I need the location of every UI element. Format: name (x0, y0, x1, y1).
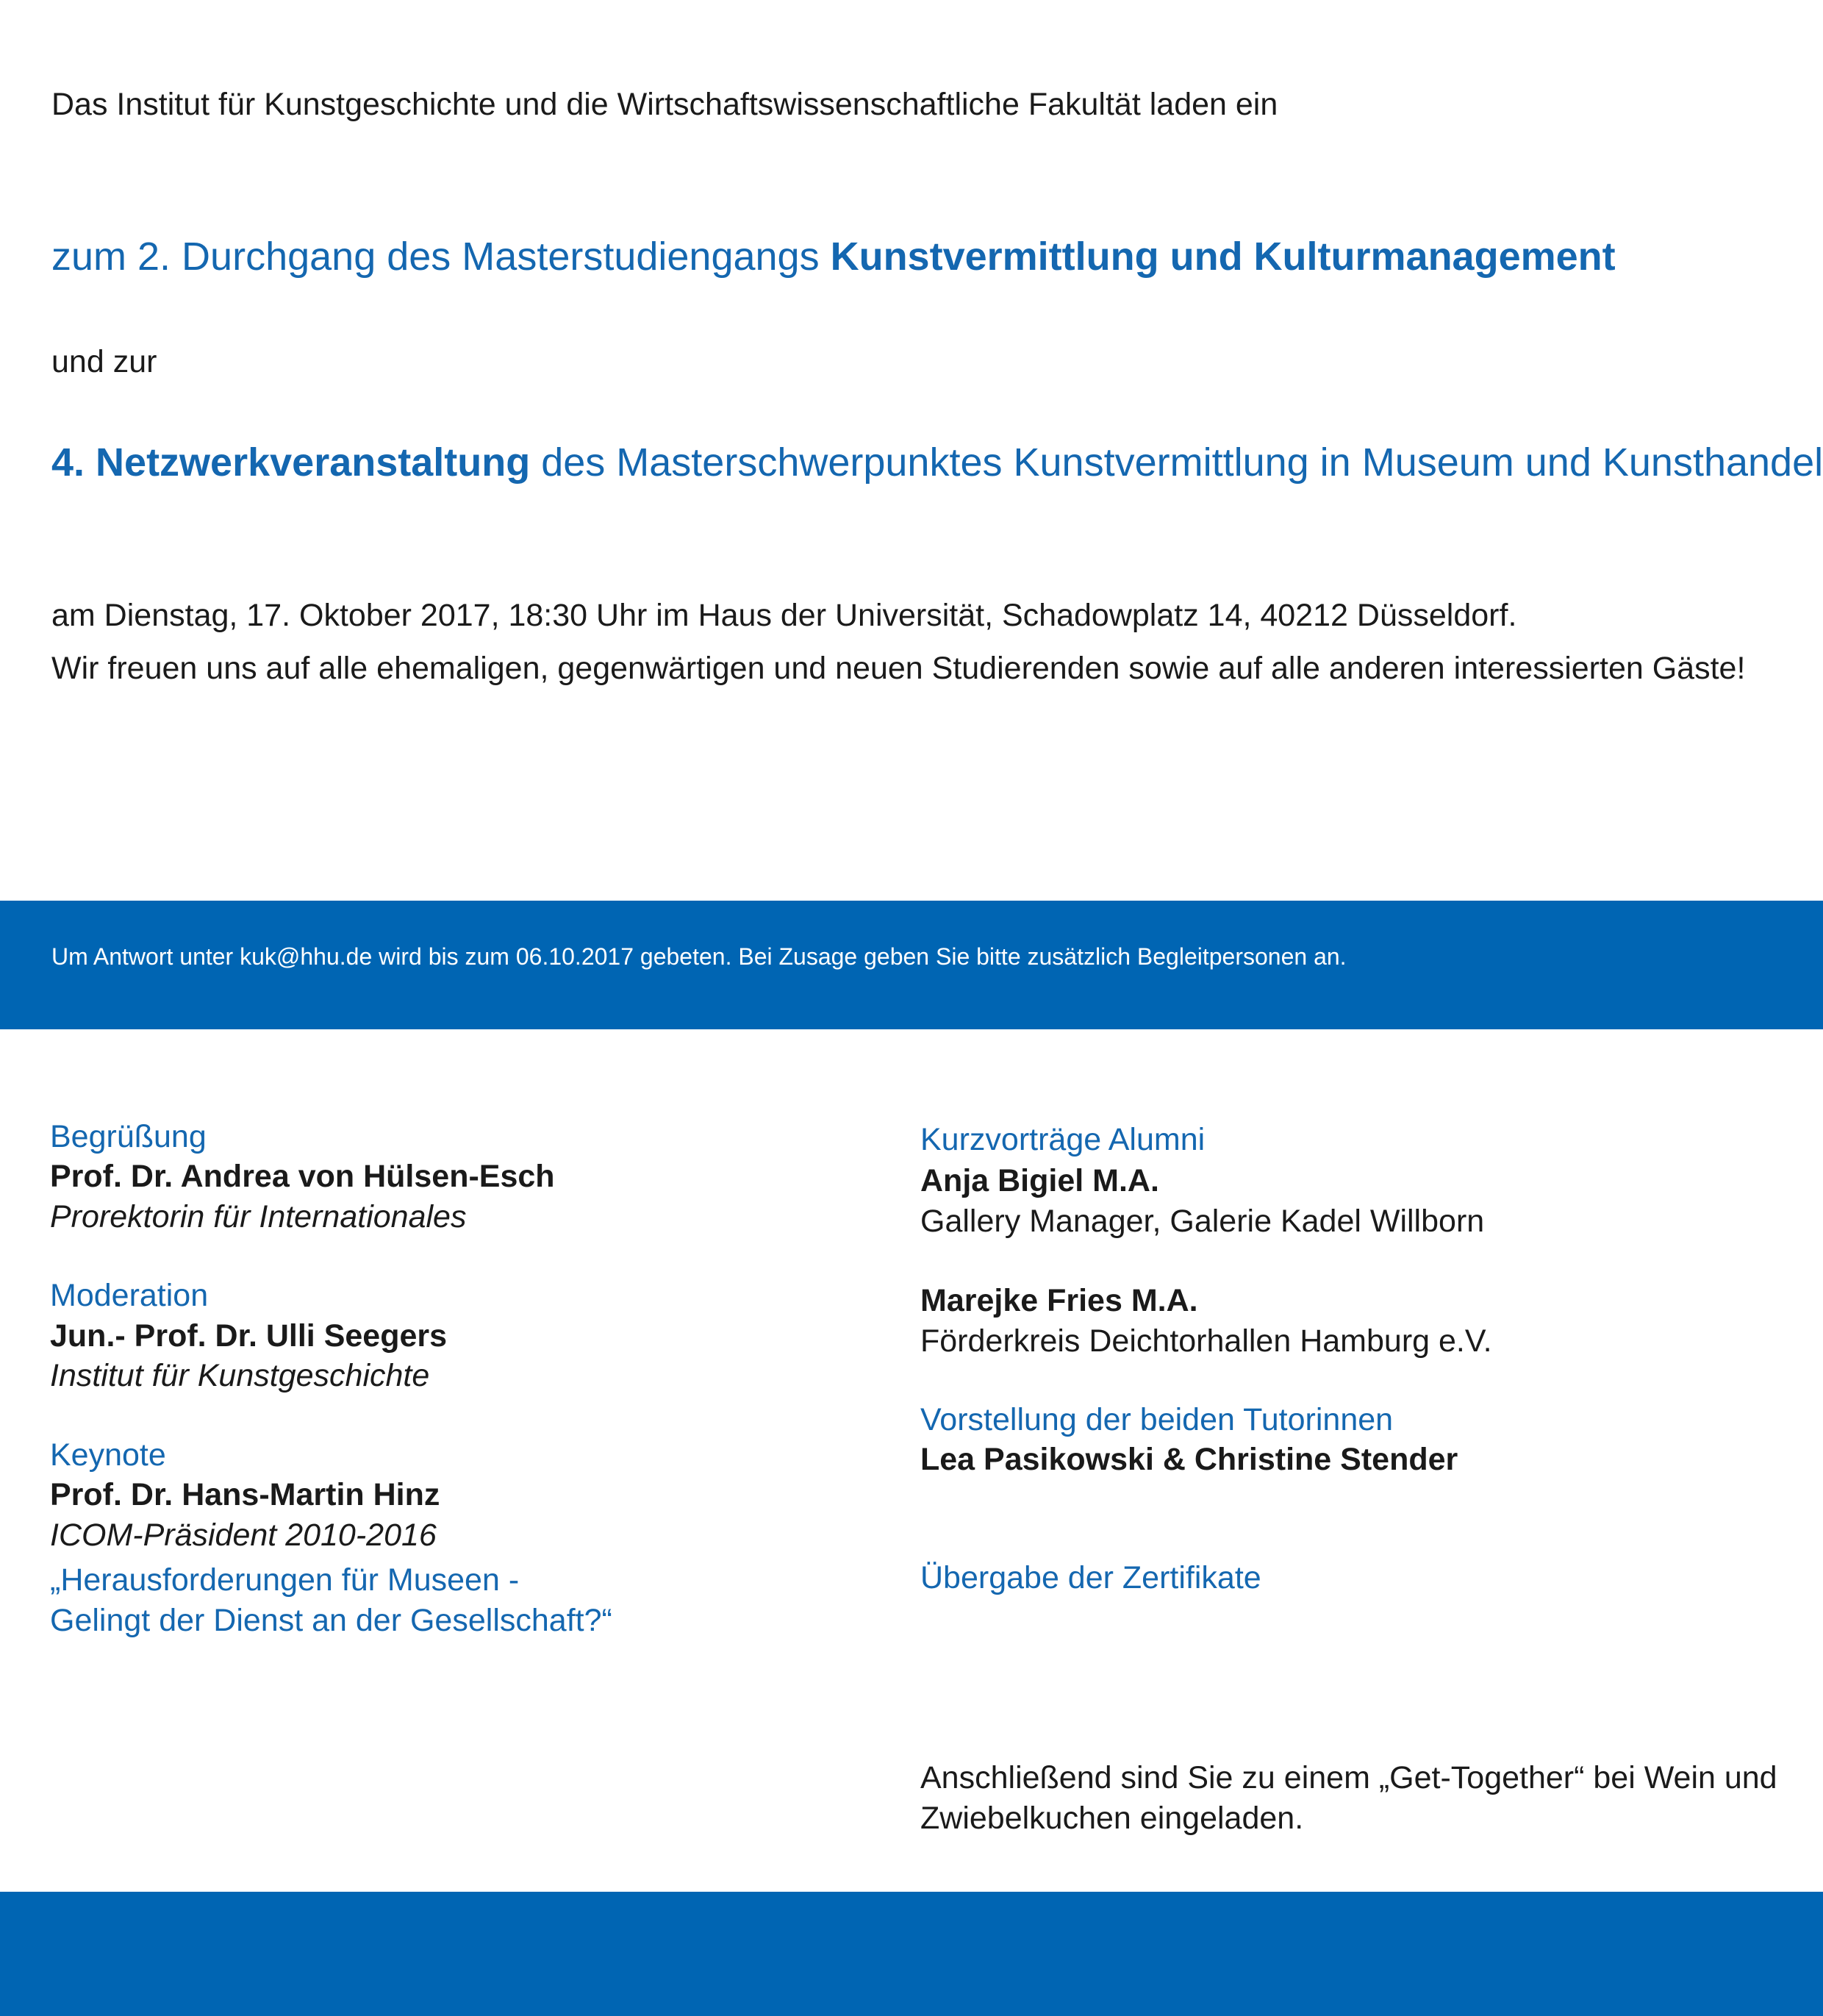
tutors-names: Lea Pasikowski & Christine Stender (920, 1442, 1458, 1477)
closing-line2: Zwiebelkuchen eingeladen. (920, 1801, 1304, 1836)
headline-network-suffix: des Masterschwerpunktes Kunstvermittlung in Museum und Kunsthandel (530, 440, 1823, 485)
headline-master-prefix: zum 2. Durchgang des Masterstudiengangs (51, 235, 831, 279)
keynote-speaker-name: Prof. Dr. Hans-Martin Hinz (50, 1477, 440, 1512)
alumni-speaker1-role: Gallery Manager, Galerie Kadel Willborn (920, 1204, 1485, 1239)
keynote-speaker-role: ICOM-Präsident 2010-2016 (50, 1518, 437, 1553)
moderation-speaker-role: Institut für Kunstgeschichte (50, 1358, 430, 1393)
greeting-speaker-role: Prorektorin für Internationales (50, 1199, 467, 1234)
headline-master-program-name: Kunstvermittlung und Kulturmanagement (830, 235, 1616, 279)
greeting-speaker-name: Prof. Dr. Andrea von Hülsen-Esch (50, 1159, 555, 1194)
closing-line1: Anschließend sind Sie zu einem „Get-Together“ bei Wein und (920, 1760, 1777, 1795)
greeting-label: Begrüßung (50, 1119, 207, 1154)
keynote-label: Keynote (50, 1437, 166, 1473)
rsvp-text: Um Antwort unter kuk@hhu.de wird bis zum 06.10.2017 gebeten. Bei Zusage geben Sie bitte zusätzlich Begleitpersonen an. (51, 943, 1347, 970)
footer-banner (0, 1892, 1823, 2016)
keynote-title-line1: „Herausforderungen für Museen - (50, 1562, 520, 1598)
alumni-speaker1-name: Anja Bigiel M.A. (920, 1163, 1159, 1198)
moderation-label: Moderation (50, 1278, 209, 1313)
alumni-speaker2-name: Marejke Fries M.A. (920, 1283, 1198, 1318)
connector-text: und zur (51, 344, 157, 379)
event-date-location: am Dienstag, 17. Oktober 2017, 18:30 Uhr im Haus der Universität, Schadowplatz 14, 40212 Düsseldorf. (51, 598, 1517, 633)
alumni-speaker2-role: Förderkreis Deichtorhallen Hamburg e.V. (920, 1323, 1492, 1359)
welcome-line: Wir freuen uns auf alle ehemaligen, gegenwärtigen und neuen Studierenden sowie auf alle anderen interessierten Gäste! (51, 651, 1746, 686)
certificates-label: Übergabe der Zertifikate (920, 1560, 1261, 1595)
tutors-label: Vorstellung der beiden Tutorinnen (920, 1402, 1394, 1437)
moderation-speaker-name: Jun.- Prof. Dr. Ulli Seegers (50, 1318, 448, 1354)
intro-text: Das Institut für Kunstgeschichte und die Wirtschaftswissenschaftliche Fakultät laden ein (51, 87, 1278, 122)
headline-network-event (51, 440, 1823, 485)
headline-master-program (51, 234, 1616, 279)
headline-network-event-name: 4. Netzwerkveranstaltung (51, 440, 531, 485)
keynote-title-line2: Gelingt der Dienst an der Gesellschaft?“ (50, 1603, 612, 1638)
alumni-label: Kurzvorträge Alumni (920, 1122, 1206, 1157)
